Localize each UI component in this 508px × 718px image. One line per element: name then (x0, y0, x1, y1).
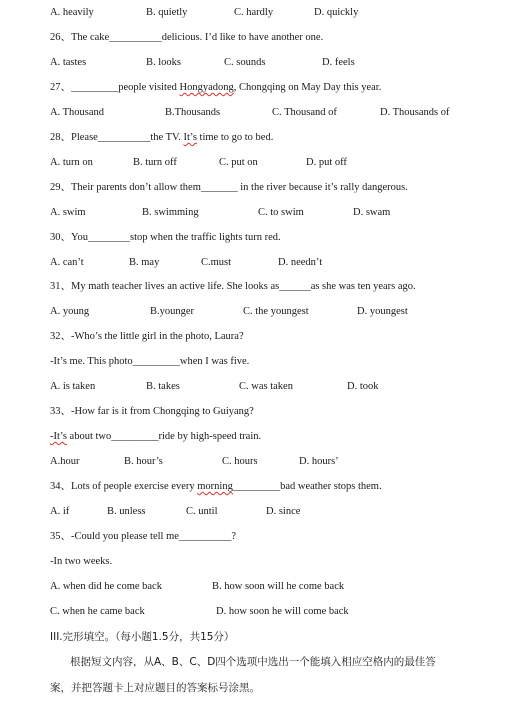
q35-option-c[interactable]: C. when he came back (50, 606, 145, 617)
q33-line2-pre: about two (66, 431, 112, 442)
section3-instruction-line2: 案，并把答题卡上对应题目的答案标号涂黑。 (50, 682, 260, 694)
q35-options-row2 (0, 604, 508, 620)
q31-options (0, 304, 508, 320)
q35-stem-post: ? (231, 531, 237, 542)
q29-option-b[interactable]: B. swimming (142, 207, 199, 218)
q32-options (0, 379, 508, 395)
q26-option-d[interactable]: D. feels (322, 57, 355, 68)
q33-line2 (0, 429, 508, 445)
q31-stem (0, 279, 508, 295)
q26-stem-pre: 26、The cake (50, 32, 110, 43)
q34-stem-pre: 34、Lots of people exercise every (50, 481, 198, 492)
q25-option-a[interactable]: A. heavily (50, 7, 94, 18)
q35-option-b[interactable]: B. how soon will he come back (212, 581, 345, 592)
q35-option-d[interactable]: D. how soon he will come back (216, 606, 349, 617)
q32-stem (0, 329, 508, 345)
q33-options (0, 454, 508, 470)
q28-option-c[interactable]: C. put on (219, 157, 258, 168)
q33-stem-text: 33、-How far is it from Chongqing to Guiyang? (50, 406, 254, 417)
q28-stem-squig: It’s (183, 132, 197, 143)
q31-stem-post: as she was ten years ago. (310, 281, 416, 292)
q33-option-c[interactable]: C. hours (222, 456, 258, 467)
q26-blank: __________ (109, 32, 162, 43)
q35-options-row1 (0, 579, 508, 595)
q34-blank: _________ (232, 481, 281, 492)
q30-options (0, 255, 508, 271)
q29-option-a[interactable]: A. swim (50, 207, 86, 218)
q25-option-c[interactable]: C. hardly (234, 7, 274, 18)
q35-line2 (0, 554, 508, 570)
q27-option-c[interactable]: C. Thousand of (272, 107, 337, 118)
section3-heading (0, 629, 508, 645)
q27-options (0, 105, 508, 121)
q25-option-b[interactable]: B. quietly (146, 7, 188, 18)
q32-blank: _________ (132, 356, 180, 367)
q30-blank: ________ (88, 232, 131, 243)
q27-option-d[interactable]: D. Thousands of (380, 107, 450, 118)
q32-line2-pre: -It’s me. This photo (50, 356, 133, 367)
q29-option-c[interactable]: C. to swim (258, 207, 304, 218)
q35-stem-pre: 35、-Could you please tell me (50, 531, 179, 542)
q28-option-a[interactable]: A. turn on (50, 157, 93, 168)
q28-stem-mid: the TV. (150, 132, 184, 143)
q26-options (0, 55, 508, 71)
q35-blank: __________ (178, 531, 232, 542)
q25-option-d[interactable]: D. quickly (314, 7, 359, 18)
q33-option-b[interactable]: B. hour’s (124, 456, 163, 467)
q28-stem (0, 130, 508, 146)
q30-option-d[interactable]: D. needn’t (278, 257, 323, 268)
q27-stem-squig: Hongyadong (179, 82, 234, 93)
q27-stem-post: , Chongqing on May Day this year. (233, 82, 382, 93)
q26-stem (0, 30, 508, 46)
q28-stem-post: time to go to bed. (196, 132, 274, 143)
q26-option-a[interactable]: A. tastes (50, 57, 87, 68)
q30-option-b[interactable]: B. may (129, 257, 160, 268)
section3-heading-text: III.完形填空。（每小题1.5分，共15分） (50, 631, 235, 643)
section3-instruction-line1: 根据短文内容，从A、B、C、D四个选项中选出一个能填入相应空格内的最佳答 (70, 656, 436, 668)
q34-option-b[interactable]: B. unless (107, 506, 146, 517)
q25-options (0, 5, 508, 21)
q30-stem-post: stop when the traffic lights turn red. (130, 232, 281, 243)
q29-options (0, 205, 508, 221)
q33-blank: _________ (111, 431, 159, 442)
q27-option-a[interactable]: A. Thousand (50, 107, 105, 118)
q29-stem (0, 180, 508, 196)
q35-stem (0, 529, 508, 545)
q27-option-b[interactable]: B.Thousands (165, 107, 221, 118)
q27-stem-pre: 27、 (50, 82, 71, 93)
q35-line2-text: -In two weeks. (50, 556, 113, 567)
q34-option-a[interactable]: A. if (50, 506, 70, 517)
q31-stem-pre: 31、My math teacher lives an active life. She looks as (50, 281, 280, 292)
q31-option-a[interactable]: A. young (50, 306, 90, 317)
q34-stem-post: bad weather stops them. (280, 481, 382, 492)
q27-stem-mid: people visited (118, 82, 180, 93)
q34-option-c[interactable]: C. until (186, 506, 218, 517)
q32-line2 (0, 354, 508, 370)
q33-option-d[interactable]: D. hours’ (299, 456, 339, 467)
q29-stem-pre: 29、Their parents don’t allow them (50, 182, 201, 193)
q27-blank: _________ (71, 82, 119, 93)
q26-option-b[interactable]: B. looks (146, 57, 182, 68)
q32-option-a[interactable]: A. is taken (50, 381, 96, 392)
q30-option-a[interactable]: A. can’t (50, 257, 84, 268)
q29-stem-post: in the river because it’s rally dangerous. (237, 182, 408, 193)
q26-option-c[interactable]: C. sounds (224, 57, 266, 68)
q31-option-b[interactable]: B.younger (150, 306, 195, 317)
q34-stem (0, 479, 508, 495)
q29-option-d[interactable]: D. swam (353, 207, 391, 218)
q32-stem-text: 32、-Who’s the little girl in the photo, Laura? (50, 331, 244, 342)
q32-option-d[interactable]: D. took (347, 381, 379, 392)
q34-stem-squig: morning (197, 481, 233, 492)
q32-option-b[interactable]: B. takes (146, 381, 180, 392)
q33-option-a[interactable]: A.hour (50, 456, 80, 467)
q33-line2-squig: -It’s (50, 431, 67, 442)
q29-blank: _______ (200, 182, 238, 193)
q33-line2-post: ride by high-speed train. (158, 431, 262, 442)
q33-stem (0, 404, 508, 420)
q31-blank: ______ (279, 281, 311, 292)
q32-option-c[interactable]: C. was taken (239, 381, 293, 392)
q32-line2-post: when I was five. (179, 356, 250, 367)
q26-stem-post: delicious. I’d like to have another one. (161, 32, 324, 43)
q34-option-d[interactable]: D. since (266, 506, 301, 517)
q30-stem (0, 230, 508, 246)
q30-option-c[interactable]: C.must (201, 257, 232, 268)
q28-stem-pre: 28、Please (50, 132, 98, 143)
q28-option-b[interactable]: B. turn off (133, 157, 177, 168)
q31-option-d[interactable]: D. youngest (357, 306, 408, 317)
q30-stem-pre: 30、You (50, 232, 89, 243)
q34-options (0, 504, 508, 520)
q35-option-a[interactable]: A. when did he come back (50, 581, 162, 592)
q28-options (0, 155, 508, 171)
q28-blank: __________ (97, 132, 151, 143)
q27-stem (0, 80, 508, 96)
q28-option-d[interactable]: D. put off (306, 157, 347, 168)
q31-option-c[interactable]: C. the youngest (243, 306, 309, 317)
